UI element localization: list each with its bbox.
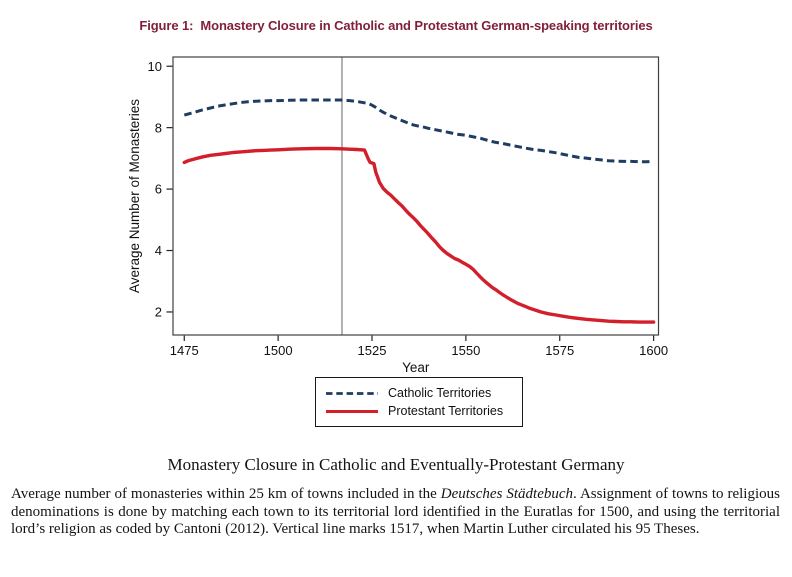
notes-italic-book-title: Deutsches Städtebuch xyxy=(440,486,574,502)
y-tick-label: 8 xyxy=(154,120,162,136)
legend-label-protestant: Protestant Territories xyxy=(388,404,504,418)
x-axis-title: Year xyxy=(402,360,430,375)
figure-caption: Monastery Closure in Catholic and Eventually-Protestant Germany xyxy=(167,455,625,474)
y-tick-label: 6 xyxy=(154,181,162,197)
chart-legend xyxy=(315,377,523,427)
y-axis-title: Average Number of Monasteries xyxy=(127,98,142,294)
protestant-territories-line xyxy=(184,149,653,323)
y-tick-label: 10 xyxy=(147,58,162,74)
x-tick-label: 1525 xyxy=(357,343,387,358)
x-tick-label: 1550 xyxy=(451,343,481,358)
notes-text-2: . Assignment of towns to religious denominations is done by matching each town to its territorial lord identified in the Euratlas for 1500, and using the territorial lord’s religion as coded by Cantoni (2012). Vertical line marks 1517, when Martin Luther circulated his 95 Theses. xyxy=(11,486,780,538)
x-tick-label: 1575 xyxy=(545,343,575,358)
protestant-solid-line-sample xyxy=(325,408,379,415)
figure-title: Figure 1: Monastery Closure in Catholic and Protestant German-speaking territories xyxy=(139,18,653,33)
notes-text-1: Average number of monasteries within 25 km of towns included in the xyxy=(11,486,441,502)
monastery-line-chart xyxy=(0,45,792,380)
x-tick-label: 1500 xyxy=(263,343,293,358)
legend-item-protestant xyxy=(325,404,522,418)
figure-notes xyxy=(11,486,780,539)
x-tick-label: 1600 xyxy=(639,343,669,358)
legend-item-catholic xyxy=(325,386,522,400)
x-tick-label: 1475 xyxy=(169,343,199,358)
plot-frame xyxy=(173,57,659,335)
catholic-dashed-line-sample xyxy=(325,390,379,397)
y-tick-label: 2 xyxy=(154,304,162,320)
y-tick-label: 4 xyxy=(154,243,162,259)
legend-label-catholic: Catholic Territories xyxy=(388,386,492,400)
